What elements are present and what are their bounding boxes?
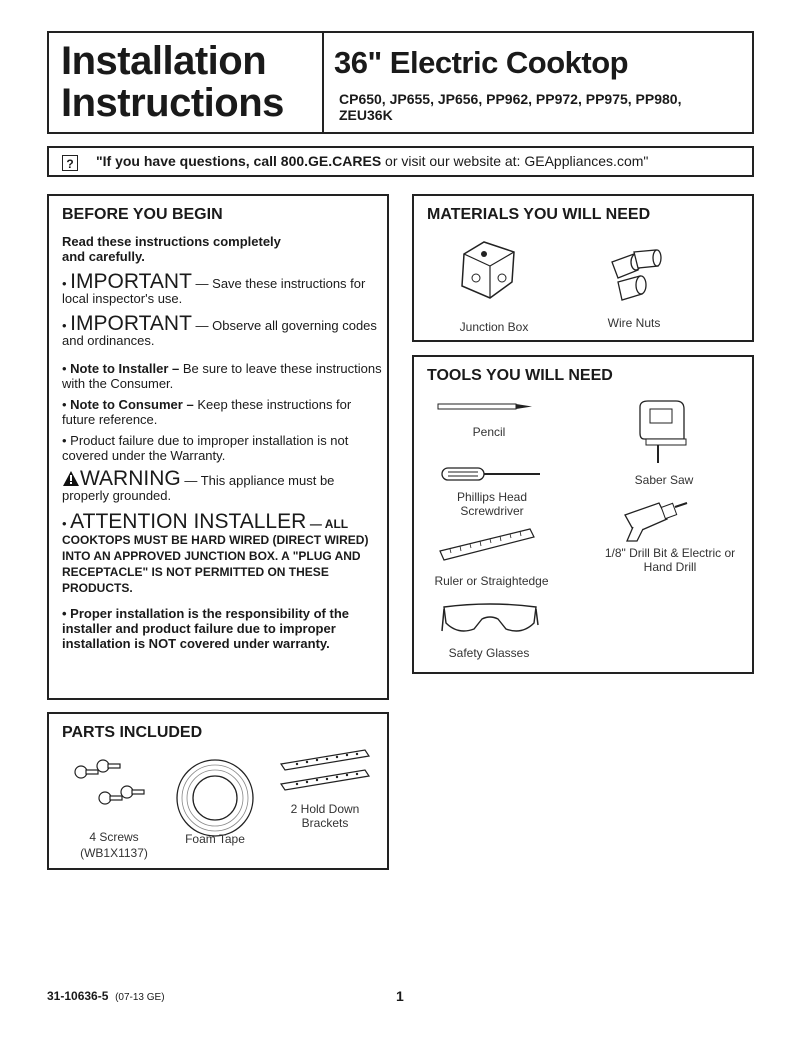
title-line1: Installation	[61, 39, 267, 83]
attention-text: — ALL COOKTOPS MUST BE HARD WIRED (DIRECT WIRED) INTO AN APPROVED JUNCTION BOX. A "PLUG AND RECEPTACLE" IS NOT PERMITTED ON THESE PRODUCTS.	[62, 517, 369, 595]
safety-glasses-label: Safety Glasses	[448, 646, 530, 660]
foam-tape-label: Foam Tape	[185, 832, 245, 846]
screws-part-number: (WB1X1137)	[80, 846, 148, 860]
materials-title: MATERIALS YOU WILL NEED	[427, 206, 651, 223]
ruler-label: Ruler or Straightedge	[434, 574, 549, 588]
screwdriver-icon	[440, 465, 544, 485]
hold-down-brackets-icon	[277, 748, 373, 792]
wire-nuts-label: Wire Nuts	[607, 316, 661, 330]
help-website-text: or visit our website at: GEAppliances.com"	[381, 153, 649, 169]
help-text	[96, 153, 648, 169]
model-numbers: CP650, JP655, JP656, PP962, PP972, PP975, PP980, ZEU36K	[339, 91, 682, 123]
parts-title: PARTS INCLUDED	[62, 724, 203, 741]
pencil-icon	[436, 402, 536, 412]
proper-install-text: Proper installation is the responsibility of the installer and product failure due to improper installation is NOT covered under warranty.	[62, 606, 349, 651]
before-you-begin-section	[47, 194, 389, 700]
document-date: (07-13 GE)	[115, 992, 165, 1003]
warning-triangle-icon	[62, 470, 80, 487]
safety-glasses-icon	[440, 601, 540, 641]
important1: • IMPORTANT — Save these instructions for local inspector's use.	[62, 270, 366, 306]
foam-tape-icon	[173, 756, 257, 840]
pencil-label: Pencil	[472, 425, 506, 439]
attention-head: ATTENTION INSTALLER	[70, 510, 307, 533]
before-intro: Read these instructions completely and carefully.	[62, 234, 281, 264]
screws-label: 4 Screws	[89, 830, 139, 844]
parts-section	[47, 712, 389, 870]
note-installer-text: Be sure to leave these instructions with the Consumer.	[62, 361, 382, 391]
tools-section	[412, 355, 754, 674]
header-divider	[322, 33, 324, 132]
drill-icon	[619, 493, 689, 543]
note-consumer-text: Keep these instructions for future reference.	[62, 397, 352, 427]
title-line2: Instructions	[61, 81, 284, 125]
important2-text: — Observe all governing codes and ordinances.	[62, 318, 377, 348]
note-installer: • Note to Installer – Be sure to leave these instructions with the Consumer.	[62, 361, 382, 391]
product-failure-note: • Product failure due to improper installation is not covered under the Warranty.	[62, 433, 349, 463]
product-failure-text: Product failure due to improper installation is not covered under the Warranty.	[62, 433, 349, 463]
important1-text: — Save these instructions for local inspector's use.	[62, 276, 366, 306]
product-title: 36" Electric Cooktop	[334, 45, 629, 80]
tools-title: TOOLS YOU WILL NEED	[427, 367, 613, 384]
document-number: 31-10636-5	[47, 989, 109, 1003]
attention-block: • ATTENTION INSTALLER — ALL COOKTOPS MUST BE HARD WIRED (DIRECT WIRED) INTO AN APPROVED JUNCTION BOX. A "PLUG AND RECEPTACLE" IS NOT PERMITTED ON THESE PRODUCTS.	[62, 510, 369, 595]
brackets-label: 2 Hold Down Brackets	[290, 802, 360, 830]
proper-install-note: • Proper installation is the responsibility of the installer and product failure due to improper installation is NOT covered under warranty.	[62, 606, 349, 651]
warning-block	[62, 468, 382, 503]
before-title: BEFORE YOU BEGIN	[62, 206, 223, 223]
document-code	[47, 989, 165, 1003]
question-icon: ?	[62, 155, 78, 171]
junction-box-icon	[454, 238, 524, 304]
important1-head: IMPORTANT	[70, 270, 192, 293]
note-consumer-head: Note to Consumer –	[70, 397, 194, 412]
note-installer-head: Note to Installer –	[70, 361, 180, 376]
header-box	[47, 31, 754, 134]
junction-box-label: Junction Box	[459, 320, 529, 334]
help-bar	[47, 146, 754, 177]
important2-head: IMPORTANT	[70, 312, 192, 335]
screwdriver-label: Phillips Head Screwdriver	[456, 490, 528, 518]
screws-icon	[69, 758, 149, 812]
help-phone-text: "If you have questions, call 800.GE.CARES	[96, 153, 382, 169]
page-number: 1	[396, 988, 404, 1004]
wire-nuts-icon	[604, 248, 664, 304]
drill-label: 1/8" Drill Bit & Electric or Hand Drill	[604, 546, 736, 574]
saber-saw-icon	[636, 399, 690, 465]
saber-saw-label: Saber Saw	[634, 473, 694, 487]
warning-text: — This appliance must be properly grounded.	[62, 473, 335, 503]
note-consumer: • Note to Consumer – Keep these instructions for future reference.	[62, 397, 352, 427]
materials-section	[412, 194, 754, 342]
important2: • IMPORTANT — Observe all governing codes and ordinances.	[62, 312, 377, 348]
ruler-icon	[438, 527, 538, 563]
warning-head: WARNING	[80, 467, 181, 490]
